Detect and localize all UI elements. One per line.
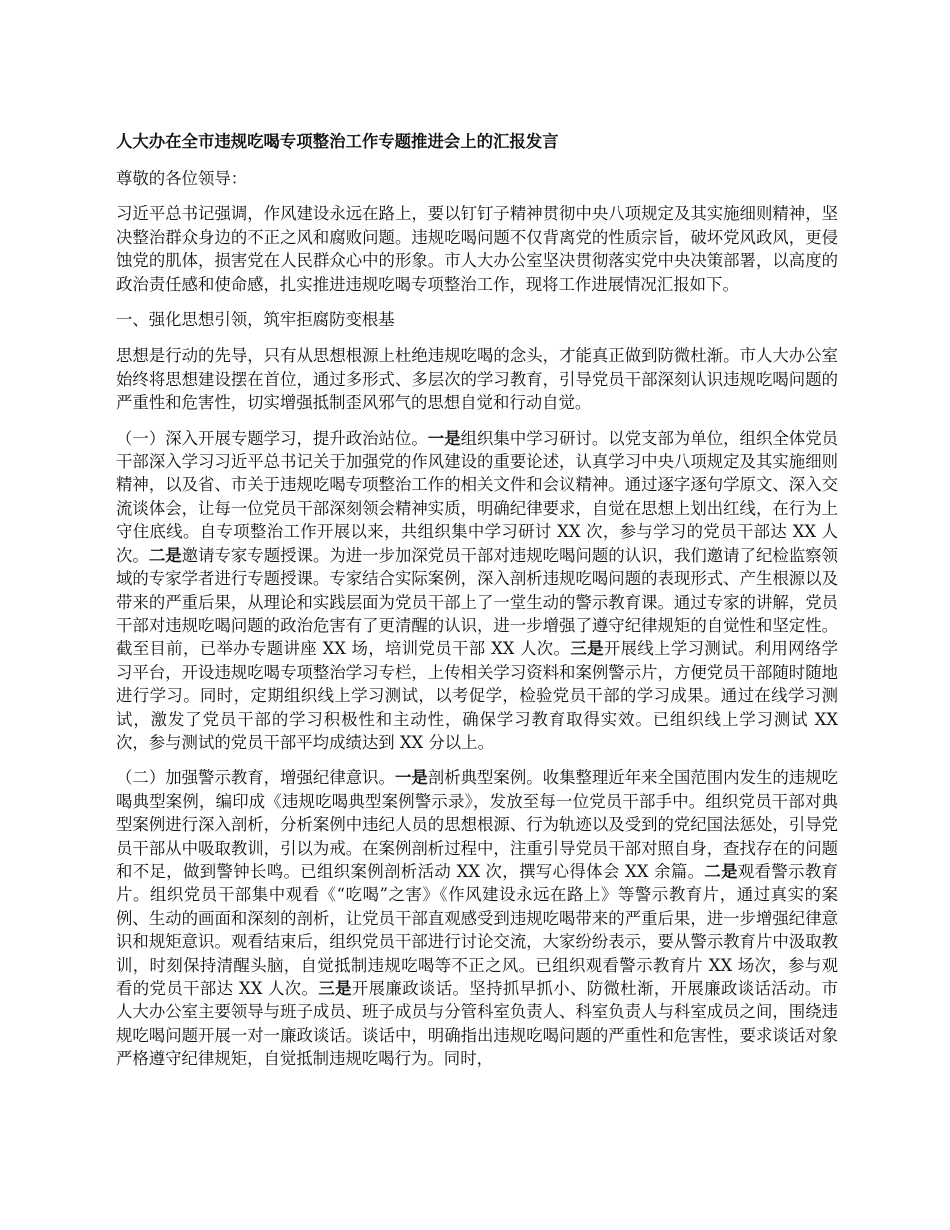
intro-paragraph: 习近平总书记强调，作风建设永远在路上，要以钉钉子精神贯彻中央八项规定及其实施细则精神，坚决整治群众身边的不正之风和腐败问题。违规吃喝问题不仅背离党的性质宗旨，破坏党风政风，更侵蚀党的肌体，损害党在人民群众心中的形象。市人大办公室坚决贯彻落实党中央决策部署，以高度的政治责任感和使命感，扎实推进违规吃喝专项整治工作，现将工作进展情况汇报如下。 (116, 204, 838, 294)
paragraph-text: 邀请专家专题授课。为进一步加深党员干部对违规吃喝问题的认识，我们邀请了纪检监察领域的专家学者进行专题授课。专家结合实际案例，深入剖析违规吃喝问题的表现形式、产生根源以及带来的严重后果，从理论和实践层面为党员干部上了一堂生动的警示教育课。通过专家的讲解，党员干部对违规吃喝问题的政治危害有了更清醒的认识，进一步增强了遵守纪律规矩的自觉性和坚定性。截至目前，已举办专题讲座 XX 场，培训党员干部 XX 人次。 (116, 545, 839, 659)
keyword-third: 三是 (570, 639, 604, 659)
paragraph-text: 开展廉政谈话。坚持抓早抓小、防微杜渐，开展廉政谈话活动。市人大办公室主要领导与班子成员、班子成员与分管科室负责人、科室负责人与科室成员之间，围绕违规吃喝问题开展一对一廉政谈话。谈话中，明确指出违规吃喝问题的严重性和危害性，要求谈话对象严格遵守纪律规矩，自觉抵制违规吃喝行为。同时， (116, 979, 839, 1069)
subsection-warning-paragraph (116, 766, 838, 1070)
subsection-study-paragraph (116, 427, 838, 755)
keyword-second: 二是 (704, 861, 738, 881)
section-heading: 一、强化思想引领，筑牢拒腐防变根基 (116, 310, 395, 330)
keyword-second: 二是 (148, 545, 182, 565)
subsection-heading: （二）加强警示教育，增强纪律意识。 (116, 768, 395, 788)
section-lead-paragraph: 思想是行动的先导，只有从思想根源上杜绝违规吃喝的念头，才能真正做到防微杜渐。市人大办公室始终将思想建设摆在首位，通过多形式、多层次的学习教育，引导党员干部深刻认识违规吃喝问题的严重性和危害性，切实增强抵制歪风邪气的思想自觉和行动自觉。 (116, 346, 838, 413)
keyword-first: 一是 (427, 428, 461, 448)
salutation: 尊敬的各位领导： (116, 169, 248, 188)
document-page (116, 122, 838, 1083)
paragraph-text: 组织集中学习研讨。以党支部为单位，组织全体党员干部深入学习习近平总书记关于加强党的作风建设的重要论述，认真学习中央八项规定及其实施细则精神，以及省、市关于违规吃喝专项整治工作的相关文件和会议精神。通过逐字逐句学原文、深入交流谈体会，让每一位党员干部深刻领会精神实质，明确纪律要求，自觉在思想上划出红线，在行为上守住底线。自专项整治工作开展以来，共组织集中学习研讨 XX 次，参与学习的党员干部达 XX 人次。 (116, 428, 839, 565)
paragraph-text: 剖析典型案例。收集整理近年来全国范围内发生的违规吃喝典型案例，编印成《违规吃喝典型案例警示录》，发放至每一位党员干部手中。组织党员干部对典型案例进行深入剖析，分析案例中违纪人员的思想根源、行为轨迹以及受到的党纪国法惩处，引导党员干部从中吸取教训，引以为戒。在案例剖析过程中，注重引导党员干部对照自身，查找存在的问题和不足，做到警钟长鸣。已组织案例剖析活动 XX 次，撰写心得体会 XX 余篇。 (116, 768, 839, 881)
paragraph-text: 观看警示教育片。组织党员干部集中观看《“吃喝”之害》《作风建设永远在路上》等警示教育片，通过真实的案例、生动的画面和深刻的剖析，让党员干部直观感受到违规吃喝带来的严重后果，进一步增强纪律意识和规矩意识。观看结束后，组织党员干部进行讨论交流，大家纷纷表示，要从警示教育片中汲取教训，时刻保持清醒头脑，自觉抵制违规吃喝等不正之风。已组织观看警示教育片 XX 场次，参与观看的党员干部达 XX 人次。 (116, 861, 839, 998)
subsection-heading: （一）深入开展专题学习，提升政治站位。 (116, 428, 428, 448)
keyword-first: 一是 (394, 768, 428, 788)
paragraph-text: 开展线上学习测试。利用网络学习平台，开设违规吃喝专项整治学习专栏，上传相关学习资料和案例警示片，方便党员干部随时随地进行学习。同时，定期组织线上学习测试，以考促学，检验党员干部的学习成果。通过在线学习测试，激发了党员干部的学习积极性和主动性，确保学习教育取得实效。已组织线上学习测试 XX 次，参与测试的党员干部平均成绩达到 XX 分以上。 (116, 639, 839, 752)
document-title: 人大办在全市违规吃喝专项整治工作专题推进会上的汇报发言 (116, 132, 559, 151)
keyword-third: 三是 (318, 979, 352, 998)
